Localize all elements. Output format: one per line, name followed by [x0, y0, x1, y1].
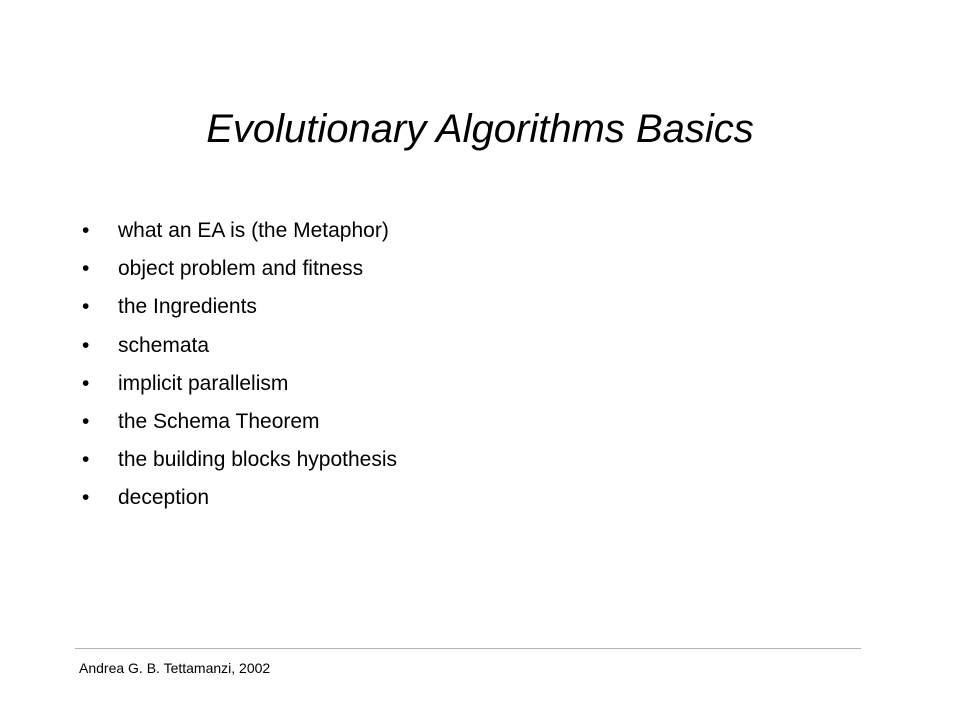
bullet-icon: •: [82, 371, 90, 395]
bullet-text: implicit parallelism: [118, 371, 289, 395]
bullet-text: deception: [118, 486, 210, 510]
bullet-text: what an EA is (the Metaphor): [118, 219, 389, 242]
bullet-icon: •: [82, 409, 90, 433]
bullet-icon: •: [82, 295, 90, 319]
slide-title: Evolutionary Algorithms Basics: [206, 107, 754, 151]
bullet-text: schemata: [118, 333, 210, 357]
bullet-text: object problem and fitness: [118, 257, 364, 281]
bullet-text: the Schema Theorem: [118, 409, 320, 433]
bullet-icon: •: [82, 333, 90, 357]
bullet-icon: •: [82, 486, 90, 510]
bullet-text: the building blocks hypothesis: [118, 448, 398, 472]
bullet-text: the Ingredients: [118, 295, 257, 319]
footer-credit: Andrea G. B. Tettamanzi, 2002: [79, 660, 271, 676]
footer-divider: [75, 648, 861, 649]
bullet-icon: •: [82, 219, 90, 242]
bullet-icon: •: [82, 448, 90, 472]
bullet-icon: •: [82, 257, 90, 281]
